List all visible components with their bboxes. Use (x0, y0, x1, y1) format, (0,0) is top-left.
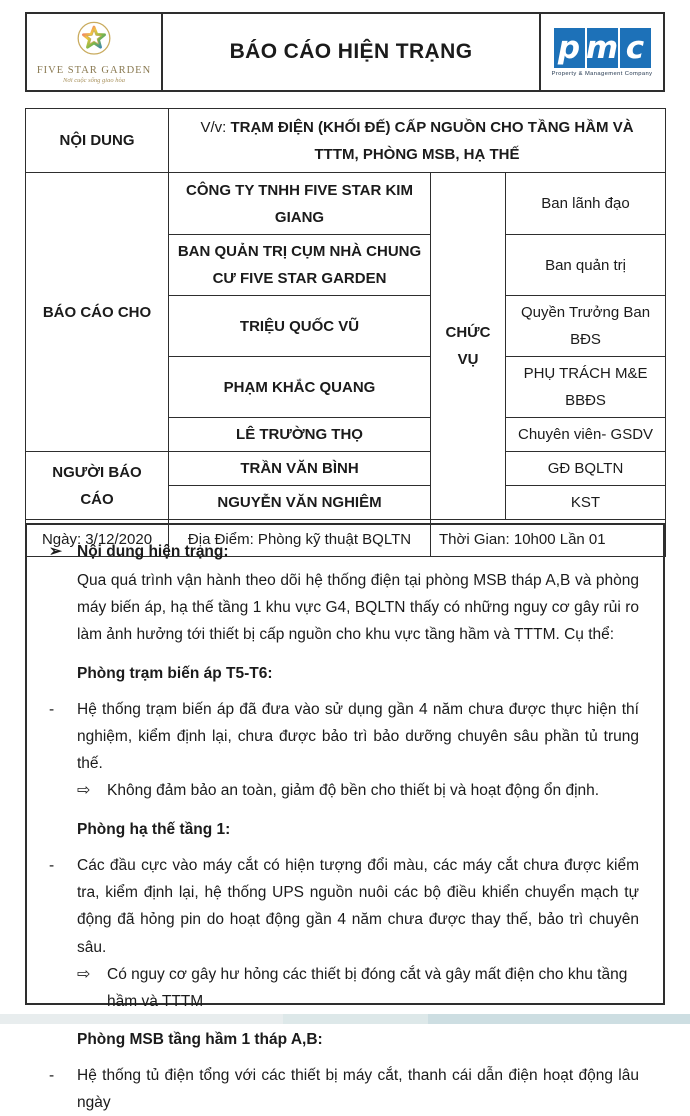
consequence-text: Có nguy cơ gây hư hỏng các thiết bị đóng cắt và gây mất điện cho khu tầng hầm và TTTM (107, 965, 628, 1010)
section-heading: Phòng trạm biến áp T5-T6: (77, 664, 273, 682)
strip-segment (0, 1014, 283, 1024)
body-section-title-row (49, 538, 639, 565)
noi-dung-label: NỘI DUNG (26, 109, 169, 173)
body-section-title: Nội dung hiện trạng: (77, 543, 229, 560)
header-title-cell (163, 14, 541, 90)
list-item (49, 696, 639, 777)
bao-cao-cho-label: BÁO CÁO CHO (26, 173, 169, 452)
report-date: Ngày: 3/12/2020 (26, 520, 169, 557)
consequence-line (77, 961, 639, 1015)
strip-segment (283, 1014, 428, 1024)
list-item-text: Hệ thống tủ điện tổng với các thiết bị máy cắt, thanh cái dẫn điện hoạt động lâu ngày (77, 1067, 639, 1112)
section-heading: Phòng hạ thế tầng 1: (77, 821, 231, 838)
recipient-name: TRIỆU QUỐC VŨ (169, 296, 431, 357)
table-row (26, 452, 666, 486)
nguoi-bao-cao-label: NGƯỜI BÁO CÁO (26, 452, 169, 520)
strip-segment (428, 1014, 690, 1024)
hyphen-bullet-icon: - (49, 1067, 55, 1084)
pmc-caption: Property & Management Company (551, 70, 653, 77)
five-star-garden-star-icon (75, 20, 113, 63)
report-location: Địa Điểm: Phòng kỹ thuật BQLTN (169, 520, 431, 557)
list-item-text: Các đầu cực vào máy cắt có hiện tượng đổi màu, các máy cắt chưa được kiểm tra, kiểm định lại, hệ thống UPS nguồn nuôi các bộ điều khiển chuyển mạch tự động đã hỏng pin do hoạt động gần 4 năm chưa được thay thế, bảo trì chuyên sâu. (77, 857, 639, 956)
table-row (26, 109, 666, 173)
subject-prefix: V/v: (200, 118, 227, 136)
recipient-name: BAN QUẢN TRỊ CỤM NHÀ CHUNG CƯ FIVE STAR GARDEN (169, 235, 431, 296)
report-body (25, 523, 665, 1112)
reporter-role: GĐ BQLTN (506, 452, 666, 486)
recipient-name: PHẠM KHẮC QUANG (169, 357, 431, 418)
right-arrow-icon: ⇨ (77, 965, 91, 983)
recipient-role: Quyền Trưởng Ban BĐS (506, 296, 666, 357)
chuc-vu-label: CHỨC VỤ (431, 173, 506, 520)
list-item (49, 1062, 639, 1116)
pmc-letter-c: c (620, 28, 651, 68)
next-page-edge-strip (0, 1014, 690, 1024)
pmc-logo (541, 14, 663, 90)
subject-text: TRẠM ĐIỆN (KHỐI ĐẾ) CẤP NGUỒN CHO TẦNG HẦM VÀ TTTM, PHÒNG MSB, HẠ THẾ (230, 118, 634, 163)
table-row (26, 173, 666, 235)
five-star-garden-tagline: Nơi cuộc sống giao hòa (63, 77, 125, 84)
section-heading: Phòng MSB tầng hầm 1 tháp A,B: (77, 1030, 323, 1048)
recipient-role: Chuyên viên- GSDV (506, 418, 666, 452)
arrowhead-bullet-icon: ➢ (49, 543, 62, 560)
five-star-garden-name: FIVE STAR GARDEN (36, 65, 152, 76)
noi-dung-value-cell (169, 109, 666, 173)
hyphen-bullet-icon: - (49, 700, 55, 718)
document-header (25, 12, 665, 92)
report-time: Thời Gian: 10h00 Lần 01 (431, 520, 666, 557)
pmc-letter-p: p (554, 28, 585, 68)
recipient-name: CÔNG TY TNHH FIVE STAR KIM GIANG (169, 173, 431, 235)
list-item-text: Hệ thống trạm biến áp đã đưa vào sử dụng gần 4 năm chưa được thực hiện thí nghiệm, kiểm định lại, chưa được bảo trì bảo dưỡng chuyên sâu phần tủ trung thế. (77, 700, 639, 772)
list-item (49, 852, 639, 961)
consequence-line (77, 777, 639, 805)
intro-paragraph: Qua quá trình vận hành theo dõi hệ thống điện tại phòng MSB tháp A,B và phòng máy biến áp, hạ thế tầng 1 khu vực G4, BQLTN thấy có những nguy cơ gây rủi ro làm ảnh hưởng tới thiết bị cấp nguồn cho khu vực tầng hầm và TTTM. Cụ thể: (77, 572, 639, 644)
consequence-text: Không đảm bảo an toàn, giảm độ bền cho thiết bị và hoạt động ổn định. (107, 782, 600, 799)
right-arrow-icon: ⇨ (77, 782, 91, 799)
hyphen-bullet-icon: - (49, 857, 55, 875)
recipient-role: Ban lãnh đạo (506, 173, 666, 235)
pmc-letter-m: m (585, 29, 619, 66)
recipient-role: Ban quản trị (506, 235, 666, 296)
reporter-name: NGUYỄN VĂN NGHIÊM (169, 486, 431, 520)
reporter-name: TRẦN VĂN BÌNH (169, 452, 431, 486)
five-star-garden-logo (27, 14, 163, 90)
page-title: BÁO CÁO HIỆN TRẠNG (229, 40, 473, 63)
pmc-letter-blocks (554, 28, 651, 68)
recipient-role: PHỤ TRÁCH M&E BBĐS (506, 357, 666, 418)
report-info-table (25, 108, 666, 557)
recipient-name: LÊ TRƯỜNG THỌ (169, 418, 431, 452)
reporter-role: KST (506, 486, 666, 520)
